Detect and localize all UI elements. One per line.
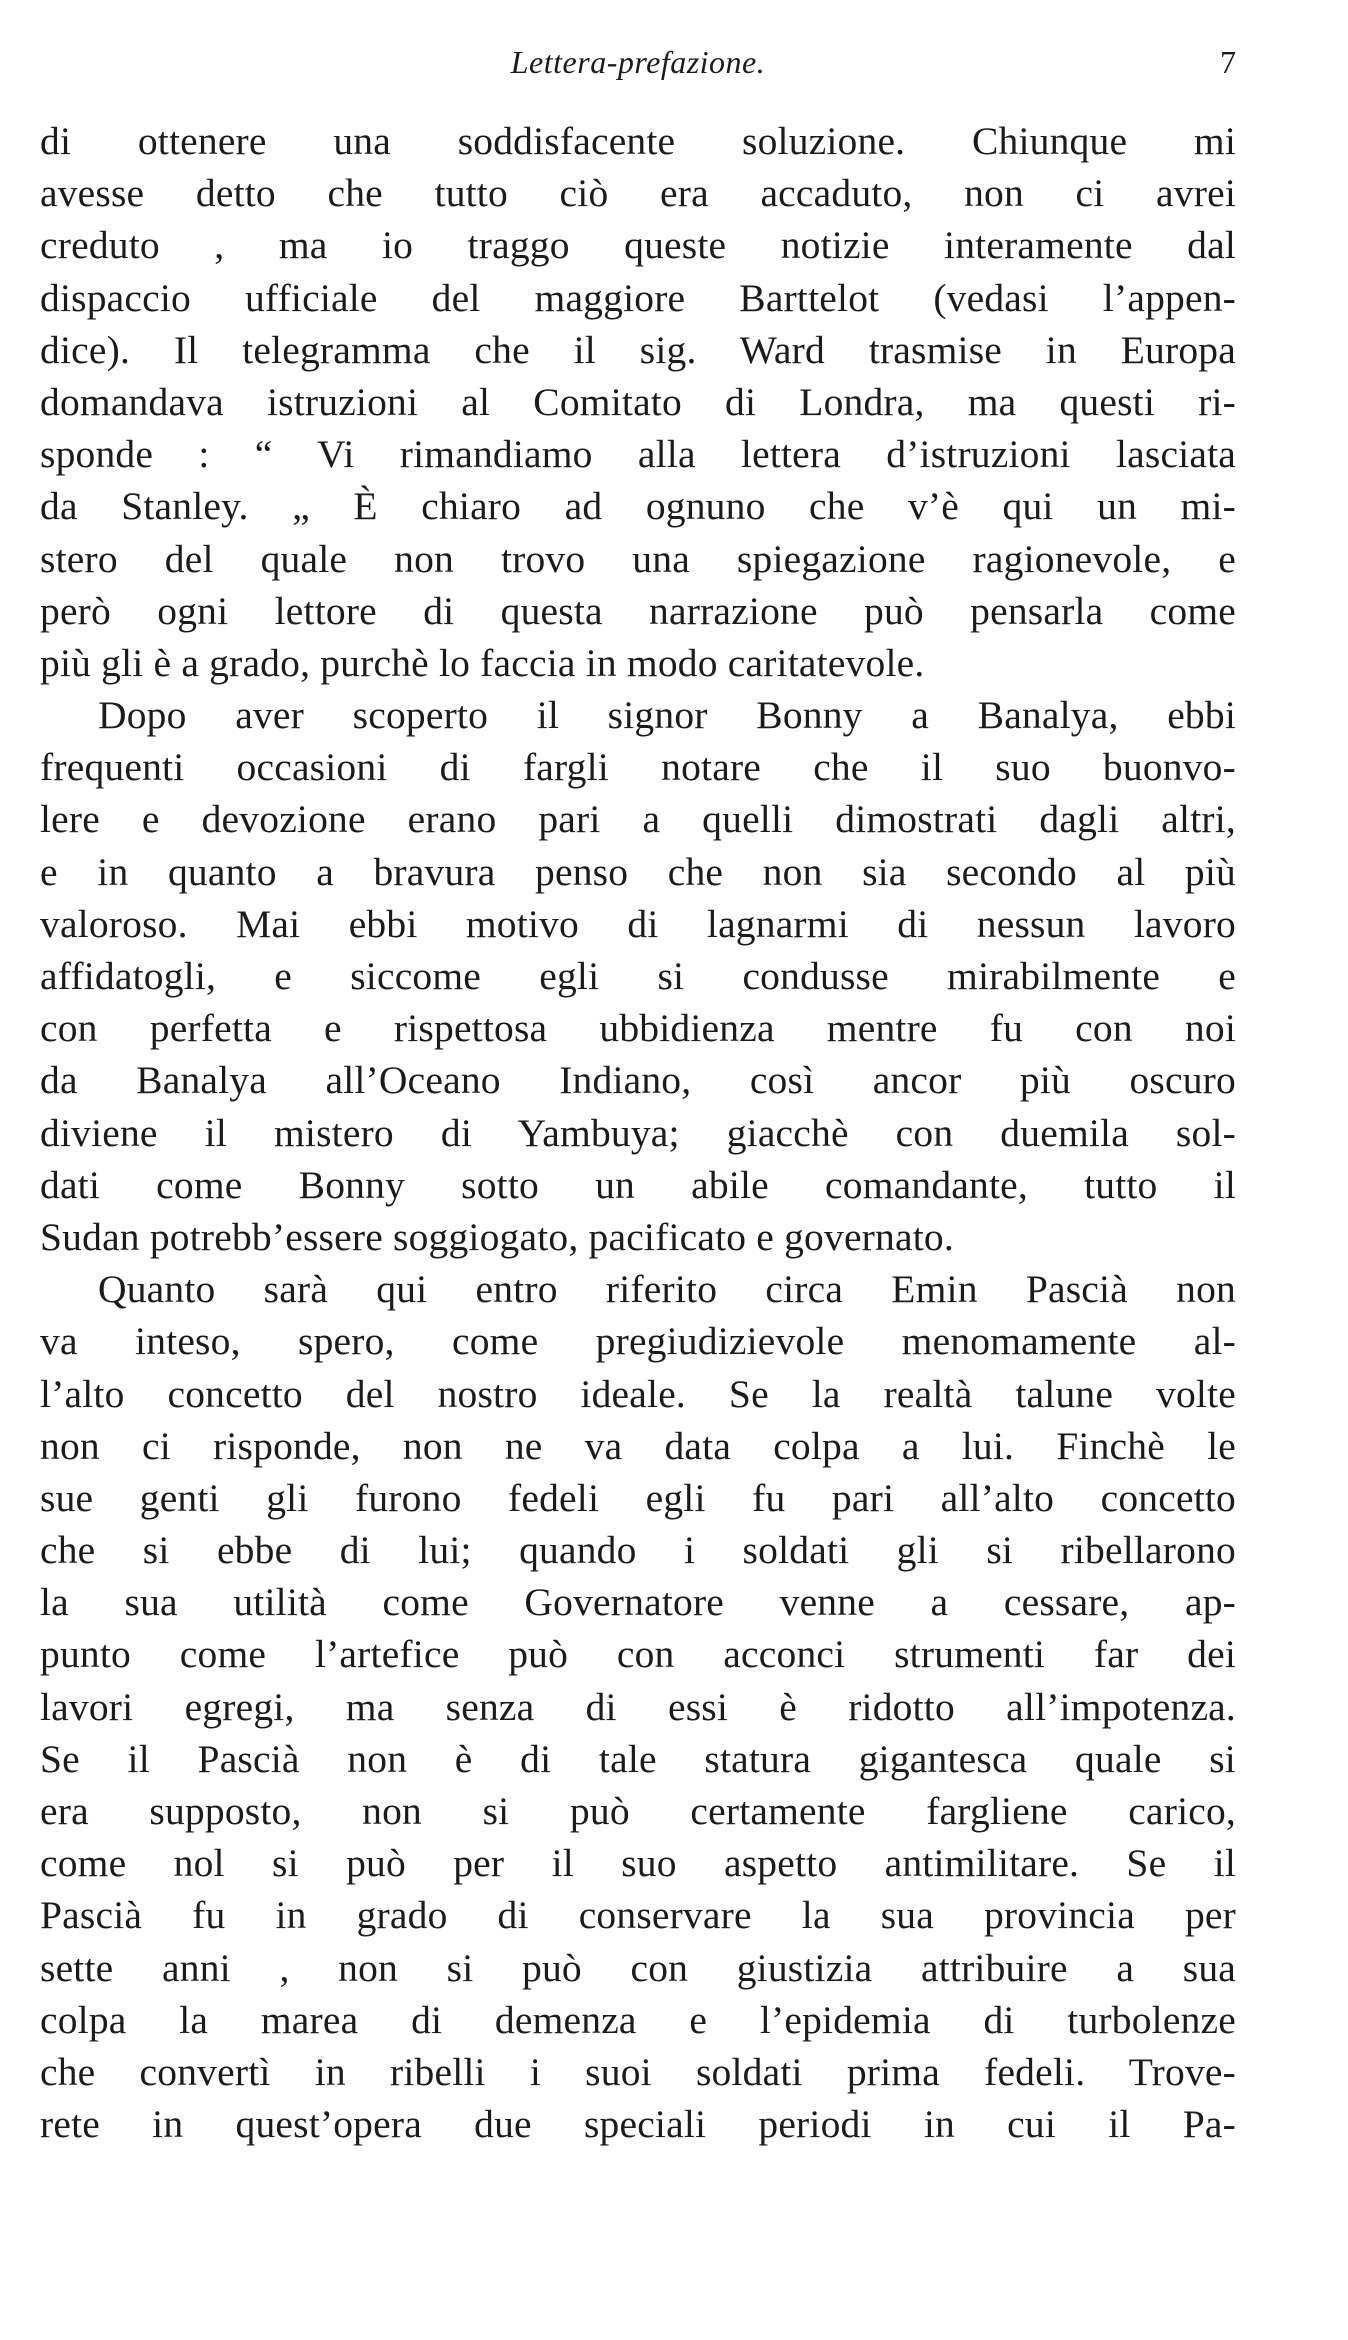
text-line: Se il Pascià non è di tale statura gigantesca quale si <box>40 1736 1236 1781</box>
text-line: più gli è a grado, purchè lo faccia in modo caritatevole. <box>40 640 925 685</box>
text-line: però ogni lettore di questa narrazione può pensarla come <box>40 588 1236 633</box>
text-line: creduto , ma io traggo queste notizie interamente dal <box>40 223 1236 268</box>
text-line: come nol si può per il suo aspetto antimilitare. Se il <box>40 1841 1236 1886</box>
text-line: dice). Il telegramma che il sig. Ward trasmise in Europa <box>40 327 1236 372</box>
text-line: da Banalya all’Oceano Indiano, così ancor più oscuro <box>40 1058 1236 1103</box>
text-line: Sudan potrebb’essere soggiogato, pacificato e governato. <box>40 1214 954 1259</box>
text-line: avesse detto che tutto ciò era accaduto, non ci avrei <box>40 171 1236 216</box>
text-line: valoroso. Mai ebbi motivo di lagnarmi di nessun lavoro <box>40 901 1236 946</box>
text-line: diviene il mistero di Yambuya; giacchè con duemila sol- <box>40 1110 1236 1155</box>
running-head-title: Lettera-prefazione. <box>510 44 766 80</box>
text-line: domandava istruzioni al Comitato di Londra, ma questi ri- <box>40 379 1236 424</box>
text-line: colpa la marea di demenza e l’epidemia di turbolenze <box>40 1997 1236 2042</box>
text-line: frequenti occasioni di fargli notare che il suo buonvo- <box>40 745 1236 790</box>
text-line: rete in quest’opera due speciali periodi in cui il Pa- <box>40 2102 1236 2147</box>
text-line: l’alto concetto del nostro ideale. Se la realtà talune volte <box>40 1371 1236 1416</box>
text-line: che si ebbe di lui; quando i soldati gli si ribellarono <box>40 1528 1236 1573</box>
text-line: che convertì in ribelli i suoi soldati prima fedeli. Trove- <box>40 2049 1236 2094</box>
text-line: da Stanley. „ È chiaro ad ognuno che v’è qui un mi- <box>40 484 1236 529</box>
text-line: dispaccio ufficiale del maggiore Barttelot (vedasi l’appen- <box>40 275 1236 320</box>
text-line: la sua utilità come Governatore venne a cessare, ap- <box>40 1580 1236 1625</box>
text-line: sponde : “ Vi rimandiamo alla lettera d’istruzioni lasciata <box>40 432 1236 477</box>
text-line: con perfetta e rispettosa ubbidienza mentre fu con noi <box>40 1006 1236 1051</box>
body-text <box>40 115 1236 2150</box>
text-line: va inteso, spero, come pregiudizievole menomamente al- <box>40 1319 1236 1364</box>
text-line: lavori egregi, ma senza di essi è ridotto all’impotenza. <box>40 1684 1236 1729</box>
text-line: di ottenere una soddisfacente soluzione. Chiunque mi <box>40 119 1236 163</box>
text-line: stero del quale non trovo una spiegazione ragionevole, e <box>40 536 1236 581</box>
text-line: sette anni , non si può con giustizia attribuire a sua <box>40 1945 1236 1990</box>
text-line: Pascià fu in grado di conservare la sua provincia per <box>40 1893 1236 1938</box>
text-line: punto come l’artefice può con acconci strumenti far dei <box>40 1632 1236 1677</box>
text-line: e in quanto a bravura penso che non sia secondo al più <box>40 849 1236 894</box>
text-line: era supposto, non si può certamente fargliene carico, <box>40 1789 1236 1833</box>
text-line: affidatogli, e siccome egli si condusse mirabilmente e <box>40 954 1236 998</box>
page-number: 7 <box>1220 44 1236 80</box>
running-head <box>40 42 1236 82</box>
text-line: non ci risponde, non ne va data colpa a lui. Finchè le <box>40 1423 1236 1468</box>
text-line: dati come Bonny sotto un abile comandante, tutto il <box>40 1162 1236 1207</box>
text-line: Quanto sarà qui entro riferito circa Emin Pascià non <box>98 1267 1236 1312</box>
text-line: lere e devozione erano pari a quelli dimostrati dagli altri, <box>40 797 1236 842</box>
text-line: sue genti gli furono fedeli egli fu pari all’alto concetto <box>40 1475 1236 1520</box>
text-line: Dopo aver scoperto il signor Bonny a Banalya, ebbi <box>98 693 1236 738</box>
